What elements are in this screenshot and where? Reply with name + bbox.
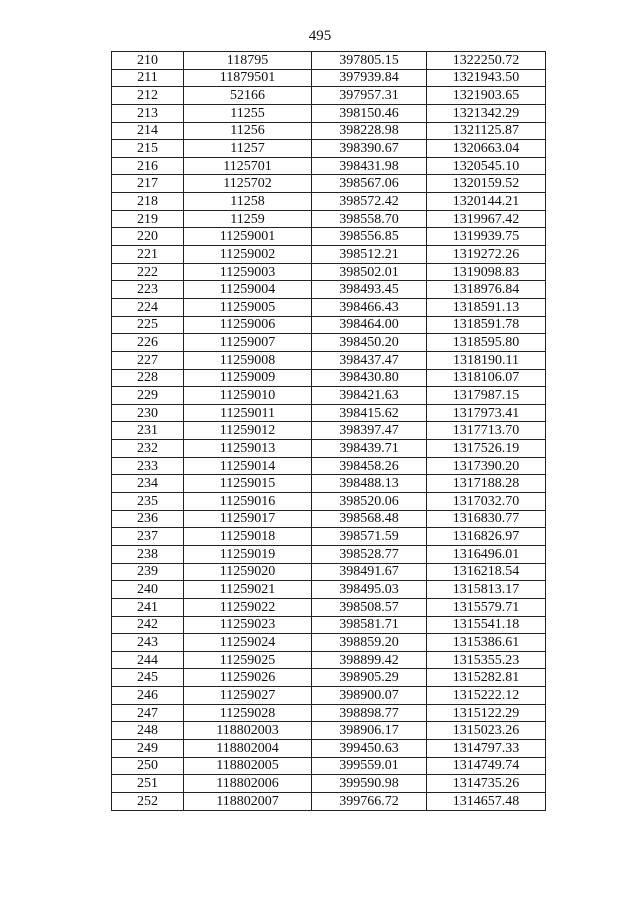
point-code-cell: 11259012 <box>184 422 312 440</box>
point-index-cell: 242 <box>112 616 184 634</box>
coordinate-y-cell: 1318190.11 <box>427 351 546 369</box>
coordinate-x-cell: 399559.01 <box>312 757 427 775</box>
coordinate-y-cell: 1316830.77 <box>427 510 546 528</box>
table-row <box>112 475 546 493</box>
point-index-cell: 212 <box>112 87 184 105</box>
point-index-cell: 244 <box>112 651 184 669</box>
table-row <box>112 140 546 158</box>
table-row <box>112 334 546 352</box>
point-index-cell: 216 <box>112 157 184 175</box>
point-index-cell: 250 <box>112 757 184 775</box>
coordinate-x-cell: 398558.70 <box>312 210 427 228</box>
coordinates-table <box>111 51 546 811</box>
coordinate-x-cell: 398439.71 <box>312 440 427 458</box>
point-code-cell: 11255 <box>184 104 312 122</box>
coordinate-x-cell: 398493.45 <box>312 281 427 299</box>
coordinate-y-cell: 1317032.70 <box>427 493 546 511</box>
coordinate-x-cell: 397939.84 <box>312 69 427 87</box>
table-row <box>112 739 546 757</box>
table-row <box>112 792 546 810</box>
coordinate-x-cell: 397957.31 <box>312 87 427 105</box>
table-row <box>112 581 546 599</box>
coordinate-y-cell: 1319939.75 <box>427 228 546 246</box>
page-number: 495 <box>308 28 332 44</box>
coordinate-y-cell: 1319098.83 <box>427 263 546 281</box>
coordinate-x-cell: 398568.48 <box>312 510 427 528</box>
coordinate-x-cell: 398859.20 <box>312 634 427 652</box>
coordinate-y-cell: 1314797.33 <box>427 739 546 757</box>
point-index-cell: 229 <box>112 387 184 405</box>
coordinate-y-cell: 1315355.23 <box>427 651 546 669</box>
coordinate-y-cell: 1317713.70 <box>427 422 546 440</box>
point-index-cell: 219 <box>112 210 184 228</box>
point-code-cell: 11259001 <box>184 228 312 246</box>
table-row <box>112 616 546 634</box>
table-row <box>112 493 546 511</box>
point-code-cell: 11259025 <box>184 651 312 669</box>
coordinate-x-cell: 399590.98 <box>312 775 427 793</box>
point-index-cell: 238 <box>112 545 184 563</box>
coordinate-y-cell: 1321903.65 <box>427 87 546 105</box>
table-row <box>112 246 546 264</box>
table-row <box>112 387 546 405</box>
table-row <box>112 457 546 475</box>
table-row <box>112 175 546 193</box>
point-code-cell: 118802007 <box>184 792 312 810</box>
point-index-cell: 236 <box>112 510 184 528</box>
point-index-cell: 228 <box>112 369 184 387</box>
point-index-cell: 217 <box>112 175 184 193</box>
coordinate-y-cell: 1318595.80 <box>427 334 546 352</box>
table-row <box>112 104 546 122</box>
point-index-cell: 223 <box>112 281 184 299</box>
point-code-cell: 11259024 <box>184 634 312 652</box>
coordinate-y-cell: 1315222.12 <box>427 687 546 705</box>
point-index-cell: 247 <box>112 704 184 722</box>
table-row <box>112 598 546 616</box>
table-row <box>112 404 546 422</box>
table-row <box>112 263 546 281</box>
table-row <box>112 757 546 775</box>
coordinate-y-cell: 1318106.07 <box>427 369 546 387</box>
coordinate-y-cell: 1320663.04 <box>427 140 546 158</box>
point-index-cell: 248 <box>112 722 184 740</box>
point-code-cell: 11259019 <box>184 545 312 563</box>
point-code-cell: 11259022 <box>184 598 312 616</box>
point-code-cell: 11259027 <box>184 687 312 705</box>
coordinate-x-cell: 398508.57 <box>312 598 427 616</box>
point-index-cell: 249 <box>112 739 184 757</box>
coordinate-y-cell: 1315282.81 <box>427 669 546 687</box>
point-index-cell: 251 <box>112 775 184 793</box>
coordinate-y-cell: 1315579.71 <box>427 598 546 616</box>
table-row <box>112 528 546 546</box>
table-row <box>112 210 546 228</box>
coordinate-x-cell: 398571.59 <box>312 528 427 546</box>
table-row <box>112 634 546 652</box>
point-index-cell: 213 <box>112 104 184 122</box>
coordinate-y-cell: 1317987.15 <box>427 387 546 405</box>
coordinate-y-cell: 1316218.54 <box>427 563 546 581</box>
point-index-cell: 232 <box>112 440 184 458</box>
coordinate-y-cell: 1314749.74 <box>427 757 546 775</box>
coordinate-x-cell: 398491.67 <box>312 563 427 581</box>
coordinate-x-cell: 398450.20 <box>312 334 427 352</box>
point-code-cell: 11259026 <box>184 669 312 687</box>
table-row <box>112 228 546 246</box>
point-index-cell: 222 <box>112 263 184 281</box>
table-row <box>112 52 546 70</box>
point-code-cell: 11259016 <box>184 493 312 511</box>
coordinate-x-cell: 398572.42 <box>312 193 427 211</box>
table-row <box>112 157 546 175</box>
coordinate-y-cell: 1320144.21 <box>427 193 546 211</box>
coordinate-x-cell: 397805.15 <box>312 52 427 70</box>
coordinate-y-cell: 1315122.29 <box>427 704 546 722</box>
point-code-cell: 118802004 <box>184 739 312 757</box>
table-row <box>112 651 546 669</box>
coordinate-x-cell: 398528.77 <box>312 545 427 563</box>
point-index-cell: 245 <box>112 669 184 687</box>
point-index-cell: 246 <box>112 687 184 705</box>
coordinate-x-cell: 398899.42 <box>312 651 427 669</box>
point-code-cell: 11259021 <box>184 581 312 599</box>
coordinate-y-cell: 1315813.17 <box>427 581 546 599</box>
point-index-cell: 221 <box>112 246 184 264</box>
point-index-cell: 231 <box>112 422 184 440</box>
point-code-cell: 11259009 <box>184 369 312 387</box>
point-index-cell: 252 <box>112 792 184 810</box>
coordinate-x-cell: 398906.17 <box>312 722 427 740</box>
coordinate-y-cell: 1321342.29 <box>427 104 546 122</box>
table-row <box>112 687 546 705</box>
point-code-cell: 11259003 <box>184 263 312 281</box>
point-code-cell: 11258 <box>184 193 312 211</box>
coordinate-x-cell: 398905.29 <box>312 669 427 687</box>
coordinate-x-cell: 398512.21 <box>312 246 427 264</box>
point-index-cell: 215 <box>112 140 184 158</box>
coordinate-x-cell: 398150.46 <box>312 104 427 122</box>
point-code-cell: 11259017 <box>184 510 312 528</box>
point-index-cell: 230 <box>112 404 184 422</box>
point-code-cell: 11259018 <box>184 528 312 546</box>
coordinate-x-cell: 399450.63 <box>312 739 427 757</box>
point-index-cell: 234 <box>112 475 184 493</box>
coordinate-y-cell: 1317188.28 <box>427 475 546 493</box>
table-row <box>112 704 546 722</box>
coordinate-x-cell: 398488.13 <box>312 475 427 493</box>
coordinate-y-cell: 1317390.20 <box>427 457 546 475</box>
coordinate-y-cell: 1316496.01 <box>427 545 546 563</box>
point-index-cell: 235 <box>112 493 184 511</box>
point-code-cell: 118802006 <box>184 775 312 793</box>
point-code-cell: 1125701 <box>184 157 312 175</box>
table-row <box>112 563 546 581</box>
table-row <box>112 775 546 793</box>
point-index-cell: 226 <box>112 334 184 352</box>
coordinate-x-cell: 398390.67 <box>312 140 427 158</box>
coordinate-x-cell: 398464.00 <box>312 316 427 334</box>
point-index-cell: 227 <box>112 351 184 369</box>
point-code-cell: 11257 <box>184 140 312 158</box>
point-code-cell: 11259010 <box>184 387 312 405</box>
coordinate-y-cell: 1319967.42 <box>427 210 546 228</box>
point-code-cell: 11259011 <box>184 404 312 422</box>
coordinate-x-cell: 398502.01 <box>312 263 427 281</box>
point-code-cell: 11259020 <box>184 563 312 581</box>
coordinate-x-cell: 398430.80 <box>312 369 427 387</box>
point-code-cell: 118795 <box>184 52 312 70</box>
table-row <box>112 69 546 87</box>
point-code-cell: 118802003 <box>184 722 312 740</box>
coordinate-y-cell: 1314735.26 <box>427 775 546 793</box>
table-row <box>112 316 546 334</box>
point-index-cell: 214 <box>112 122 184 140</box>
coordinate-x-cell: 398466.43 <box>312 298 427 316</box>
table-row <box>112 440 546 458</box>
coordinate-y-cell: 1316826.97 <box>427 528 546 546</box>
point-index-cell: 224 <box>112 298 184 316</box>
point-code-cell: 11256 <box>184 122 312 140</box>
coordinate-x-cell: 398458.26 <box>312 457 427 475</box>
point-index-cell: 239 <box>112 563 184 581</box>
point-code-cell: 11259015 <box>184 475 312 493</box>
point-code-cell: 11259005 <box>184 298 312 316</box>
point-index-cell: 241 <box>112 598 184 616</box>
point-code-cell: 52166 <box>184 87 312 105</box>
point-index-cell: 218 <box>112 193 184 211</box>
coordinate-y-cell: 1315541.18 <box>427 616 546 634</box>
point-index-cell: 225 <box>112 316 184 334</box>
coordinate-x-cell: 398421.63 <box>312 387 427 405</box>
coordinate-x-cell: 398520.06 <box>312 493 427 511</box>
point-code-cell: 11259023 <box>184 616 312 634</box>
point-index-cell: 220 <box>112 228 184 246</box>
point-code-cell: 11259013 <box>184 440 312 458</box>
coordinate-y-cell: 1318976.84 <box>427 281 546 299</box>
point-code-cell: 1125702 <box>184 175 312 193</box>
coordinate-y-cell: 1321943.50 <box>427 69 546 87</box>
coordinate-y-cell: 1317973.41 <box>427 404 546 422</box>
coordinate-y-cell: 1318591.78 <box>427 316 546 334</box>
coordinate-y-cell: 1320545.10 <box>427 157 546 175</box>
coordinate-x-cell: 398581.71 <box>312 616 427 634</box>
coordinate-y-cell: 1320159.52 <box>427 175 546 193</box>
point-code-cell: 11259008 <box>184 351 312 369</box>
point-code-cell: 11259007 <box>184 334 312 352</box>
coordinate-x-cell: 398415.62 <box>312 404 427 422</box>
coordinate-x-cell: 398228.98 <box>312 122 427 140</box>
point-code-cell: 11259014 <box>184 457 312 475</box>
coordinate-x-cell: 398437.47 <box>312 351 427 369</box>
coordinate-x-cell: 399766.72 <box>312 792 427 810</box>
coordinate-y-cell: 1317526.19 <box>427 440 546 458</box>
coordinate-y-cell: 1319272.26 <box>427 246 546 264</box>
point-index-cell: 210 <box>112 52 184 70</box>
point-code-cell: 11259006 <box>184 316 312 334</box>
table-row <box>112 122 546 140</box>
table-row <box>112 722 546 740</box>
point-index-cell: 233 <box>112 457 184 475</box>
table-row <box>112 545 546 563</box>
point-index-cell: 243 <box>112 634 184 652</box>
coordinate-x-cell: 398567.06 <box>312 175 427 193</box>
point-code-cell: 118802005 <box>184 757 312 775</box>
point-code-cell: 11259002 <box>184 246 312 264</box>
table-row <box>112 669 546 687</box>
table-row <box>112 281 546 299</box>
table-row <box>112 87 546 105</box>
table-row <box>112 351 546 369</box>
table-row <box>112 510 546 528</box>
point-code-cell: 11259028 <box>184 704 312 722</box>
table-row <box>112 369 546 387</box>
coordinate-x-cell: 398397.47 <box>312 422 427 440</box>
point-index-cell: 240 <box>112 581 184 599</box>
coordinate-y-cell: 1321125.87 <box>427 122 546 140</box>
coordinate-y-cell: 1322250.72 <box>427 52 546 70</box>
coordinate-y-cell: 1318591.13 <box>427 298 546 316</box>
coordinate-y-cell: 1315023.26 <box>427 722 546 740</box>
coordinate-x-cell: 398898.77 <box>312 704 427 722</box>
coordinate-y-cell: 1315386.61 <box>427 634 546 652</box>
point-code-cell: 11879501 <box>184 69 312 87</box>
coordinate-x-cell: 398556.85 <box>312 228 427 246</box>
point-code-cell: 11259004 <box>184 281 312 299</box>
coordinate-x-cell: 398495.03 <box>312 581 427 599</box>
coordinate-y-cell: 1314657.48 <box>427 792 546 810</box>
point-index-cell: 237 <box>112 528 184 546</box>
point-index-cell: 211 <box>112 69 184 87</box>
coordinate-x-cell: 398431.98 <box>312 157 427 175</box>
table-row <box>112 422 546 440</box>
table-row <box>112 193 546 211</box>
coordinate-x-cell: 398900.07 <box>312 687 427 705</box>
point-code-cell: 11259 <box>184 210 312 228</box>
table-row <box>112 298 546 316</box>
coordinates-table-body <box>112 52 546 811</box>
